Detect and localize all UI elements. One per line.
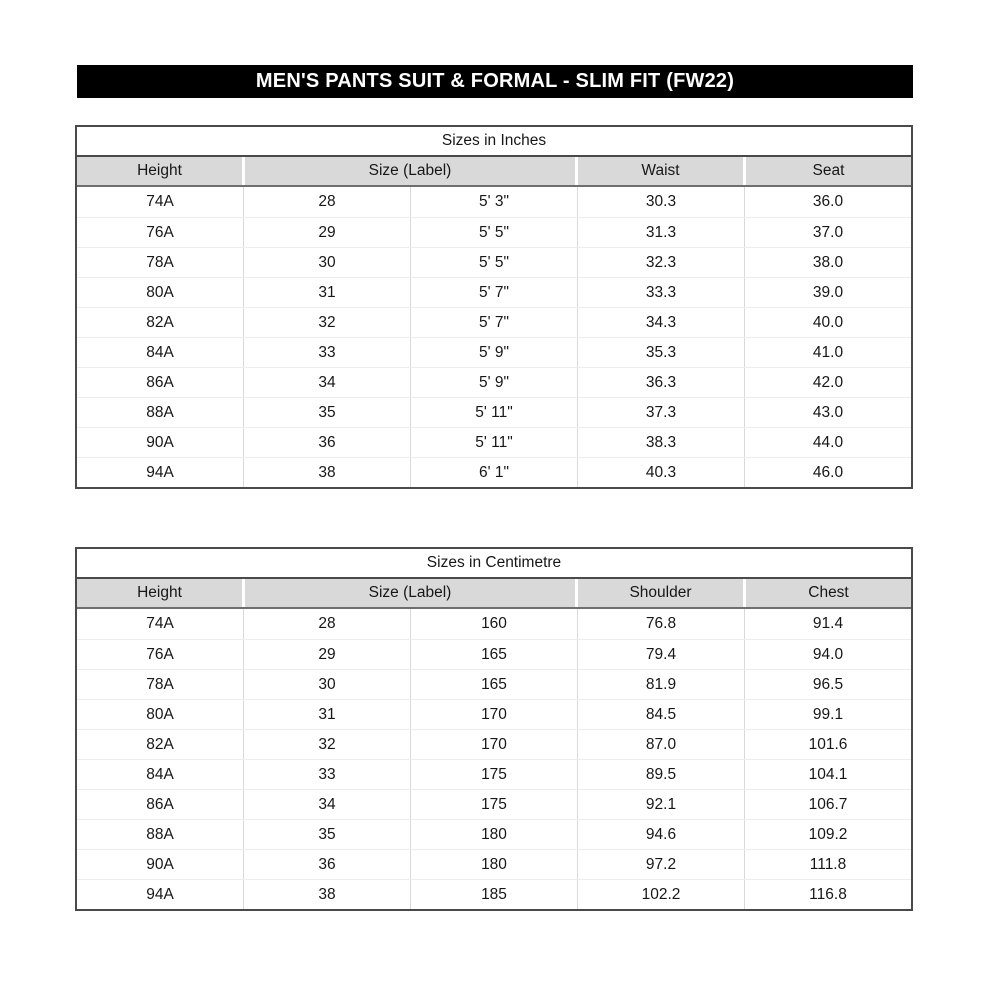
table-cell: 33 — [243, 760, 410, 789]
table-cell: 79.4 — [577, 640, 744, 669]
table-cell: 109.2 — [744, 820, 911, 849]
table-cell: 5' 5" — [410, 218, 577, 247]
table-cell: 32.3 — [577, 248, 744, 277]
table-cell: 180 — [410, 820, 577, 849]
centimetre-table-body — [77, 609, 911, 909]
table-row — [77, 699, 911, 729]
table-row — [77, 247, 911, 277]
table-cell: 96.5 — [744, 670, 911, 699]
table-cell: 5' 11" — [410, 428, 577, 457]
table-cell: 29 — [243, 640, 410, 669]
column-header: Chest — [746, 579, 911, 607]
table-cell: 37.3 — [577, 398, 744, 427]
table-row — [77, 457, 911, 487]
table-cell: 86A — [146, 373, 174, 391]
table-cell: 30 — [243, 670, 410, 699]
table-cell: 34.3 — [577, 308, 744, 337]
table-cell: 92.1 — [577, 790, 744, 819]
table-cell: 5' 5" — [410, 248, 577, 277]
table-cell: 38.0 — [744, 248, 911, 277]
table-cell: 78A — [146, 675, 174, 693]
title-bar — [77, 65, 913, 98]
table-cell: 29 — [243, 218, 410, 247]
table-cell: 175 — [410, 760, 577, 789]
table-cell: 30 — [243, 248, 410, 277]
table-cell: 180 — [410, 850, 577, 879]
table-cell: 90A — [146, 433, 174, 451]
table-cell: 99.1 — [744, 700, 911, 729]
table-cell: 5' 11" — [410, 398, 577, 427]
table-cell: 5' 9" — [410, 338, 577, 367]
table-cell: 88A — [146, 825, 174, 843]
table-cell: 6' 1" — [410, 458, 577, 487]
table-cell: 104.1 — [744, 760, 911, 789]
table-row — [77, 879, 911, 909]
table-cell: 38 — [243, 458, 410, 487]
centimetre-table-header-row — [77, 579, 911, 609]
table-cell: 81.9 — [577, 670, 744, 699]
column-header: Size (Label) — [245, 157, 575, 185]
table-cell: 102.2 — [577, 880, 744, 909]
table-row — [77, 849, 911, 879]
table-cell: 111.8 — [744, 850, 911, 879]
table-cell: 88A — [146, 403, 174, 421]
table-cell: 5' 3" — [410, 187, 577, 217]
table-cell: 94A — [146, 463, 174, 481]
table-cell: 80A — [146, 283, 174, 301]
column-header: Size (Label) — [245, 579, 575, 607]
table-cell: 34 — [243, 368, 410, 397]
centimetre-table — [75, 547, 913, 911]
table-cell: 87.0 — [577, 730, 744, 759]
table-row — [77, 729, 911, 759]
table-cell: 74A — [146, 193, 174, 210]
table-cell: 39.0 — [744, 278, 911, 307]
centimetre-table-title: Sizes in Centimetre — [77, 549, 911, 579]
table-cell: 31 — [243, 278, 410, 307]
table-row — [77, 427, 911, 457]
table-cell: 101.6 — [744, 730, 911, 759]
table-row — [77, 669, 911, 699]
page-title: MEN'S PANTS SUIT & FORMAL - SLIM FIT (FW22) — [255, 70, 735, 92]
table-cell: 82A — [146, 735, 174, 753]
table-cell: 175 — [410, 790, 577, 819]
table-cell: 40.3 — [577, 458, 744, 487]
table-cell: 170 — [410, 730, 577, 759]
column-header: Shoulder — [578, 579, 743, 607]
table-row — [77, 367, 911, 397]
table-row — [77, 759, 911, 789]
table-cell: 31 — [243, 700, 410, 729]
table-cell: 46.0 — [744, 458, 911, 487]
table-cell: 41.0 — [744, 338, 911, 367]
table-cell: 90A — [146, 855, 174, 873]
table-cell: 34 — [243, 790, 410, 819]
table-cell: 84.5 — [577, 700, 744, 729]
table-cell: 94.6 — [577, 820, 744, 849]
table-row — [77, 789, 911, 819]
table-cell: 30.3 — [577, 187, 744, 217]
table-cell: 28 — [243, 609, 410, 639]
inches-table — [75, 125, 913, 489]
table-cell: 35.3 — [577, 338, 744, 367]
column-header: Height — [77, 579, 242, 607]
table-cell: 94A — [146, 885, 174, 903]
table-cell: 80A — [146, 705, 174, 723]
table-cell: 82A — [146, 313, 174, 331]
table-cell: 31.3 — [577, 218, 744, 247]
table-row — [77, 609, 911, 639]
table-cell: 78A — [146, 253, 174, 271]
table-cell: 84A — [146, 765, 174, 783]
inches-table-header-row — [77, 157, 911, 187]
table-cell: 32 — [243, 730, 410, 759]
table-cell: 37.0 — [744, 218, 911, 247]
table-row — [77, 337, 911, 367]
column-header: Height — [77, 157, 242, 185]
column-header: Waist — [578, 157, 743, 185]
table-cell: 76.8 — [577, 609, 744, 639]
table-cell: 28 — [243, 187, 410, 217]
table-cell: 5' 9" — [410, 368, 577, 397]
table-cell: 38 — [243, 880, 410, 909]
table-cell: 5' 7" — [410, 308, 577, 337]
column-header: Seat — [746, 157, 911, 185]
table-cell: 43.0 — [744, 398, 911, 427]
inches-table-title: Sizes in Inches — [77, 127, 911, 157]
table-cell: 32 — [243, 308, 410, 337]
table-cell: 165 — [410, 640, 577, 669]
table-cell: 36.0 — [744, 187, 911, 217]
table-cell: 35 — [243, 398, 410, 427]
table-row — [77, 639, 911, 669]
table-cell: 33 — [243, 338, 410, 367]
table-cell: 42.0 — [744, 368, 911, 397]
table-cell: 76A — [146, 645, 174, 663]
table-cell: 116.8 — [744, 880, 911, 909]
table-cell: 76A — [146, 223, 174, 241]
table-cell: 89.5 — [577, 760, 744, 789]
table-cell: 94.0 — [744, 640, 911, 669]
table-row — [77, 277, 911, 307]
table-cell: 5' 7" — [410, 278, 577, 307]
table-cell: 160 — [410, 609, 577, 639]
table-cell: 97.2 — [577, 850, 744, 879]
table-row — [77, 307, 911, 337]
table-cell: 185 — [410, 880, 577, 909]
table-cell: 74A — [146, 615, 174, 632]
table-cell: 44.0 — [744, 428, 911, 457]
table-cell: 36 — [243, 850, 410, 879]
table-cell: 40.0 — [744, 308, 911, 337]
table-cell: 36 — [243, 428, 410, 457]
table-row — [77, 187, 911, 217]
table-cell: 84A — [146, 343, 174, 361]
table-cell: 91.4 — [744, 609, 911, 639]
table-cell: 38.3 — [577, 428, 744, 457]
table-cell: 33.3 — [577, 278, 744, 307]
table-cell: 86A — [146, 795, 174, 813]
table-cell: 165 — [410, 670, 577, 699]
inches-table-body — [77, 187, 911, 487]
table-row — [77, 819, 911, 849]
table-row — [77, 397, 911, 427]
table-cell: 106.7 — [744, 790, 911, 819]
table-cell: 170 — [410, 700, 577, 729]
table-cell: 36.3 — [577, 368, 744, 397]
table-cell: 35 — [243, 820, 410, 849]
table-row — [77, 217, 911, 247]
